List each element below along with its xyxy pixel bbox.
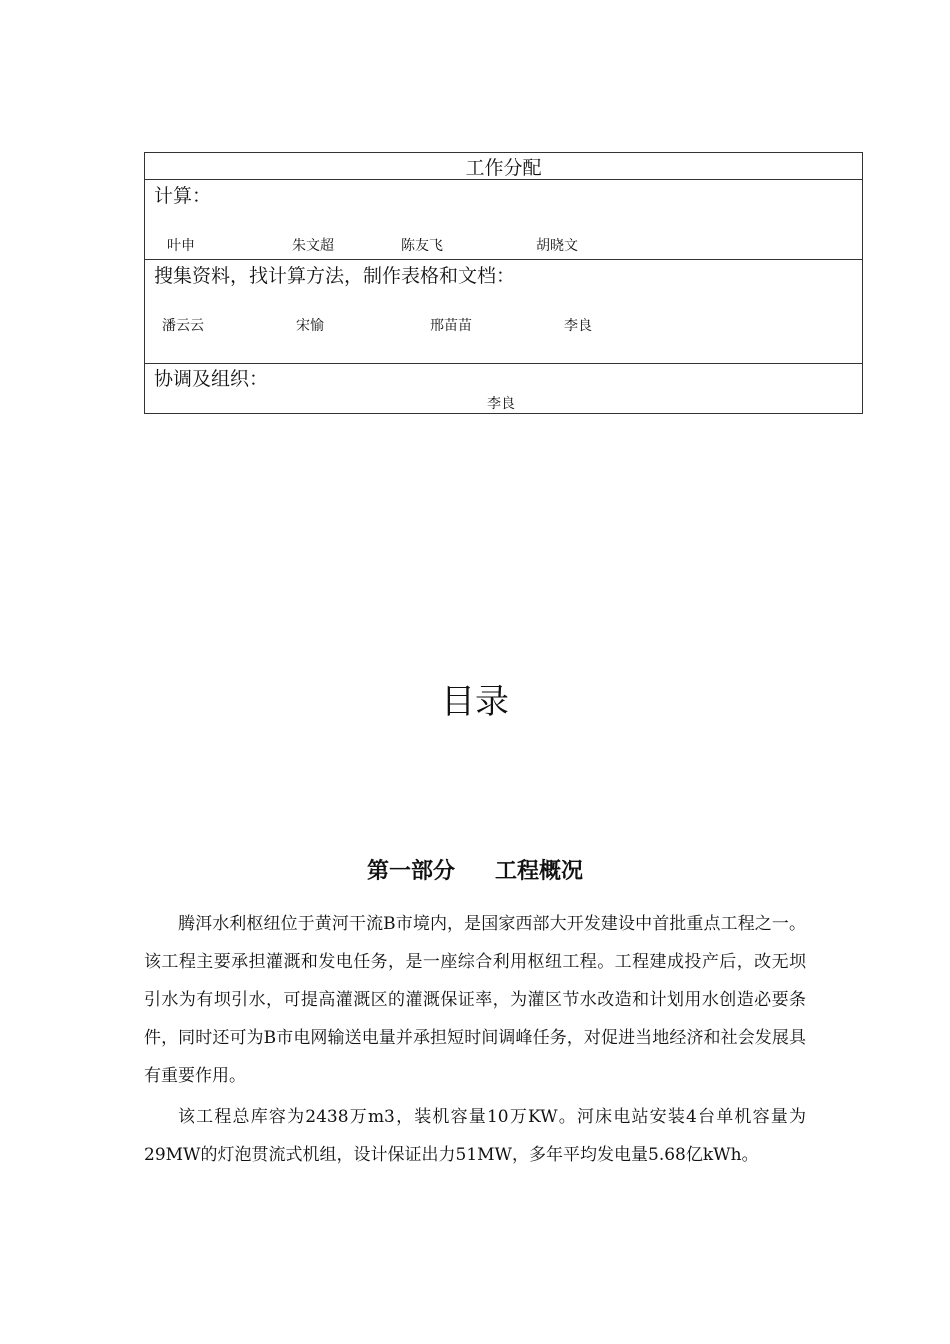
calc-member-name: 叶申 [167,238,195,254]
calc-member-name: 朱文超 [292,238,334,254]
data-collection-heading: 搜集资料，找计算方法，制作表格和文档： [154,265,516,287]
calc-heading: 计算： [154,185,212,207]
body-paragraph: 该工程总库容为2438万m3，装机容量10万KW。河床电站安装4台单机容量为29MW的灯泡贯流式机组，设计保证出力51MW，多年平均发电量5.68亿kWh。 [144,1107,806,1165]
data-member-name: 宋愉 [296,318,324,334]
data-member-name: 潘云云 [162,318,204,334]
table-title: 工作分配 [465,157,542,179]
toc-title: 目录 [441,682,509,722]
coordination-member-name: 李良 [487,396,515,412]
calc-member-name: 胡晓文 [536,238,578,254]
coordination-heading: 协调及组织： [154,368,269,390]
data-collection-row [145,260,862,364]
data-member-name: 邢苗苗 [430,318,472,334]
section-title [0,856,950,888]
calc-member-name: 陈友飞 [401,238,443,254]
body-paragraph: 腾洱水利枢纽位于黄河干流B市境内，是国家西部大开发建设中首批重点工程之一。该工程主要承担灌溉和发电任务，是一座综合利用枢纽工程。工程建成投产后，改无坝引水为有坝引水，可提高灌溉区的灌溉保证率，为灌区节水改造和计划用水创造必要条件，同时还可为B市电网输送电量并承担短时间调峰任务，对促进当地经济和社会发展具有重要作用。 [144,914,806,1086]
coordination-row [145,364,862,414]
section-name-label: 工程概况 [495,859,584,884]
work-assignment-table [144,152,863,414]
calc-row [145,180,862,260]
table-title-row [145,153,862,180]
data-member-name: 李良 [564,318,592,334]
section-part-label: 第一部分 [366,859,455,884]
